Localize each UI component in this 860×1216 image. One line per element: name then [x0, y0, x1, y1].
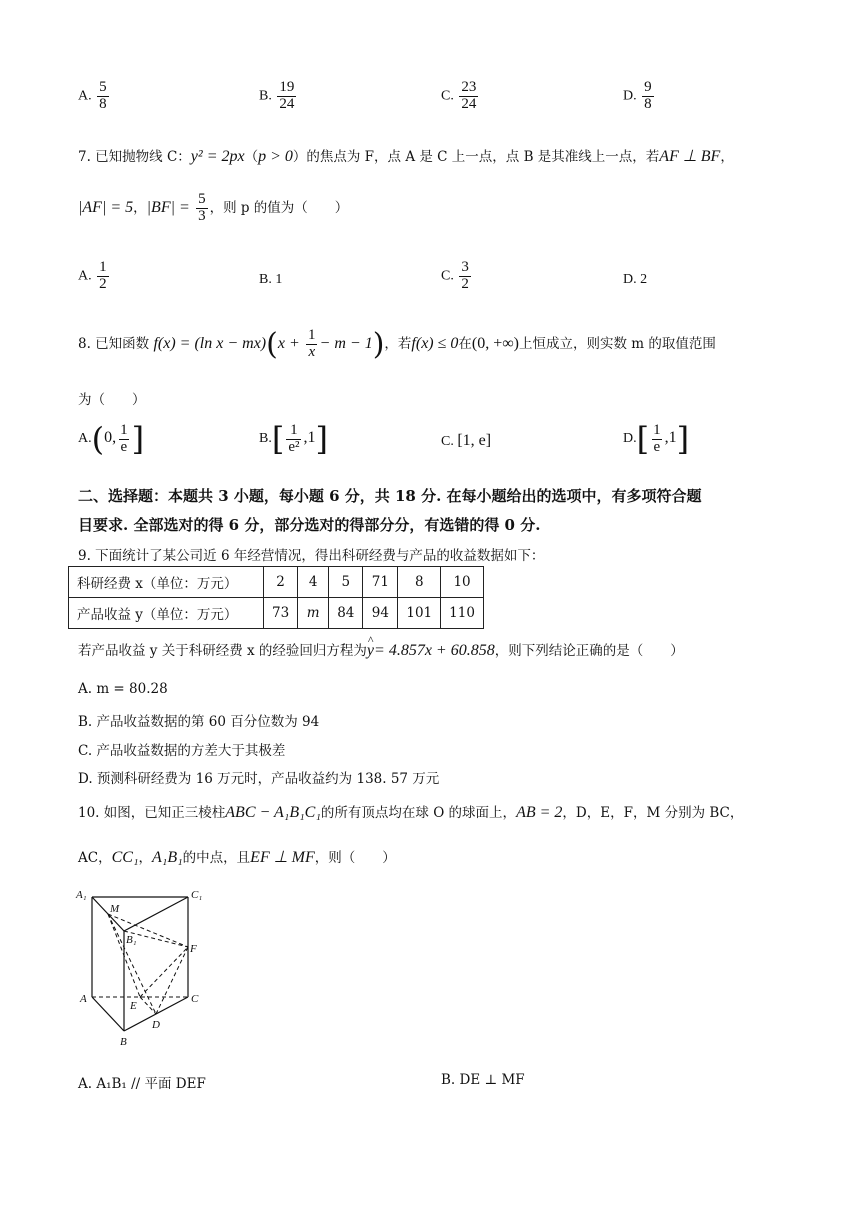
q8-option-c: C. [1, e]	[441, 432, 492, 449]
table-cell: 5	[329, 567, 363, 598]
row-header: 产品收益 y（单位：万元）	[69, 598, 264, 629]
segment-ed	[140, 997, 156, 1014]
q9-stem: 9. 下面统计了某公司近 6 年经营情况，得出科研经费与产品的收益数据如下：	[78, 548, 545, 564]
q6-option-c	[441, 80, 480, 113]
label-b1: B₁	[126, 934, 137, 946]
q8-stem-line1: 8. 已知函数 f(x) = (ln x − mx)(x + $\frac{1}{x}$ − m − 1)，若f(x) ≤ 0在(0, +∞)上恒成立，则实数 m 的取值范围	[78, 327, 716, 362]
q7-option-d: D. 2	[623, 272, 648, 287]
prism-figure	[70, 885, 210, 1050]
q8-option-d: D.[ $\frac{1}{e}$ ,1]	[623, 420, 690, 458]
q7-option-c: C. $\frac{3}{2}$	[441, 259, 469, 292]
fraction: $\frac{1}{e}$	[653, 421, 661, 455]
q7-option-b: B. 1	[259, 272, 283, 287]
q9-option-c: C. 产品收益数据的方差大于其极差	[78, 743, 286, 759]
label-d: D	[152, 1019, 160, 1031]
q8-option-a: A.(0, $\frac{1}{e}$ ]	[78, 420, 145, 458]
q9-regression: 若产品收益 y 关于科研经费 x 的经验回归方程为^ y= 4.857x + 60.858，则下列结论正确的是（ ）	[78, 639, 684, 660]
table-cell: 110	[441, 598, 484, 629]
segment-mf	[108, 914, 188, 947]
q6-option-d	[623, 80, 656, 113]
fraction: $\frac{5}{3}$	[198, 191, 206, 224]
section-heading-line2: 目要求. 全部选对的得 6 分，部分选对的得部分分，有选错的得 0 分.	[78, 516, 541, 534]
fraction: $\frac{1}{e}$	[120, 421, 128, 455]
section-heading-line1: 二、选择题：本题共 3 小题，每小题 6 分，共 18 分. 在每小题给出的选项中，有多项符合题	[78, 487, 702, 505]
table-cell: m	[298, 598, 329, 629]
table-cell: 84	[329, 598, 363, 629]
segment-ef	[140, 947, 188, 997]
option-label: C.	[441, 88, 454, 104]
table-cell: 10	[441, 567, 484, 598]
fraction: $\frac{9}{8}$	[644, 79, 652, 112]
q9-option-a: A. m = 80.28	[78, 681, 168, 697]
label-c1: C₁	[191, 889, 203, 901]
table-cell: 8	[398, 567, 441, 598]
q6-option-a	[78, 80, 111, 113]
table-cell: 101	[398, 598, 441, 629]
label-b: B	[120, 1036, 127, 1048]
fraction: $\frac{5}{8}$	[99, 79, 107, 112]
option-label: B.	[259, 88, 272, 104]
edge-b1c1	[124, 897, 188, 931]
table-cell: 2	[264, 567, 298, 598]
data-table	[68, 566, 484, 629]
q8-stem-line2: 为（ ）	[78, 392, 146, 408]
q9-option-b: B. 产品收益数据的第 60 百分位数为 94	[78, 714, 320, 730]
label-a: A	[80, 993, 87, 1005]
segment-md	[108, 914, 156, 1014]
table-cell: 71	[363, 567, 398, 598]
label-a1: A₁	[76, 889, 87, 901]
table-cell: 73	[264, 598, 298, 629]
q7-stem-line1: 7. 已知抛物线 C：y² = 2px（p > 0）的焦点为 F，点 A 是 C 上一点，点 B 是其准线上一点，若AF ⊥ BF，	[78, 148, 734, 165]
q8-option-b: B.[ $\frac{1}{\text{e²}}$ ,1]	[259, 420, 328, 458]
table-row	[69, 567, 484, 598]
option-label: A.	[78, 88, 92, 104]
q9-option-d: D. 预测科研经费为 16 万元时，产品收益约为 138. 57 万元	[78, 771, 440, 787]
q6-option-b	[259, 80, 298, 113]
label-f: F	[190, 943, 197, 955]
q10-stem-line1: 10. 如图，已知正三棱柱ABC − A₁B₁C₁的所有顶点均在球 O 的球面上，AB = 2，D，E，F，M 分别为 BC，	[78, 804, 744, 821]
row-header: 科研经费 x（单位：万元）	[69, 567, 264, 598]
table-cell: 94	[363, 598, 398, 629]
fraction: $\frac{19}{24}$	[279, 79, 295, 112]
fraction: $\frac{1}{\text{e²}}$	[288, 421, 300, 455]
q10-option-a: A. A₁B₁ // 平面 DEF	[78, 1076, 206, 1092]
edge-ab	[92, 997, 124, 1031]
table-cell: 4	[298, 567, 329, 598]
option-label: D.	[623, 88, 637, 104]
fraction: $\frac{1}{x}$	[308, 327, 316, 360]
label-m: M	[110, 903, 120, 915]
fraction: $\frac{3}{2}$	[461, 259, 469, 292]
q7-option-a: A. $\frac{1}{2}$	[78, 259, 107, 292]
label-c: C	[191, 993, 199, 1005]
q7-stem-line2: |AF| = 5，|BF| = $\frac{5}{3}$ ，则 p 的值为（ ）	[78, 191, 349, 224]
fraction: $\frac{23}{24}$	[461, 79, 477, 112]
q10-option-b: B. DE ⊥ MF	[441, 1072, 525, 1088]
label-e: E	[130, 1000, 137, 1012]
table-row	[69, 598, 484, 629]
segment-df	[156, 947, 188, 1014]
fraction: $\frac{1}{2}$	[99, 259, 107, 292]
q10-stem-line2: AC，CC₁，A₁B₁的中点，且EF ⊥ MF，则（ ）	[78, 849, 396, 866]
